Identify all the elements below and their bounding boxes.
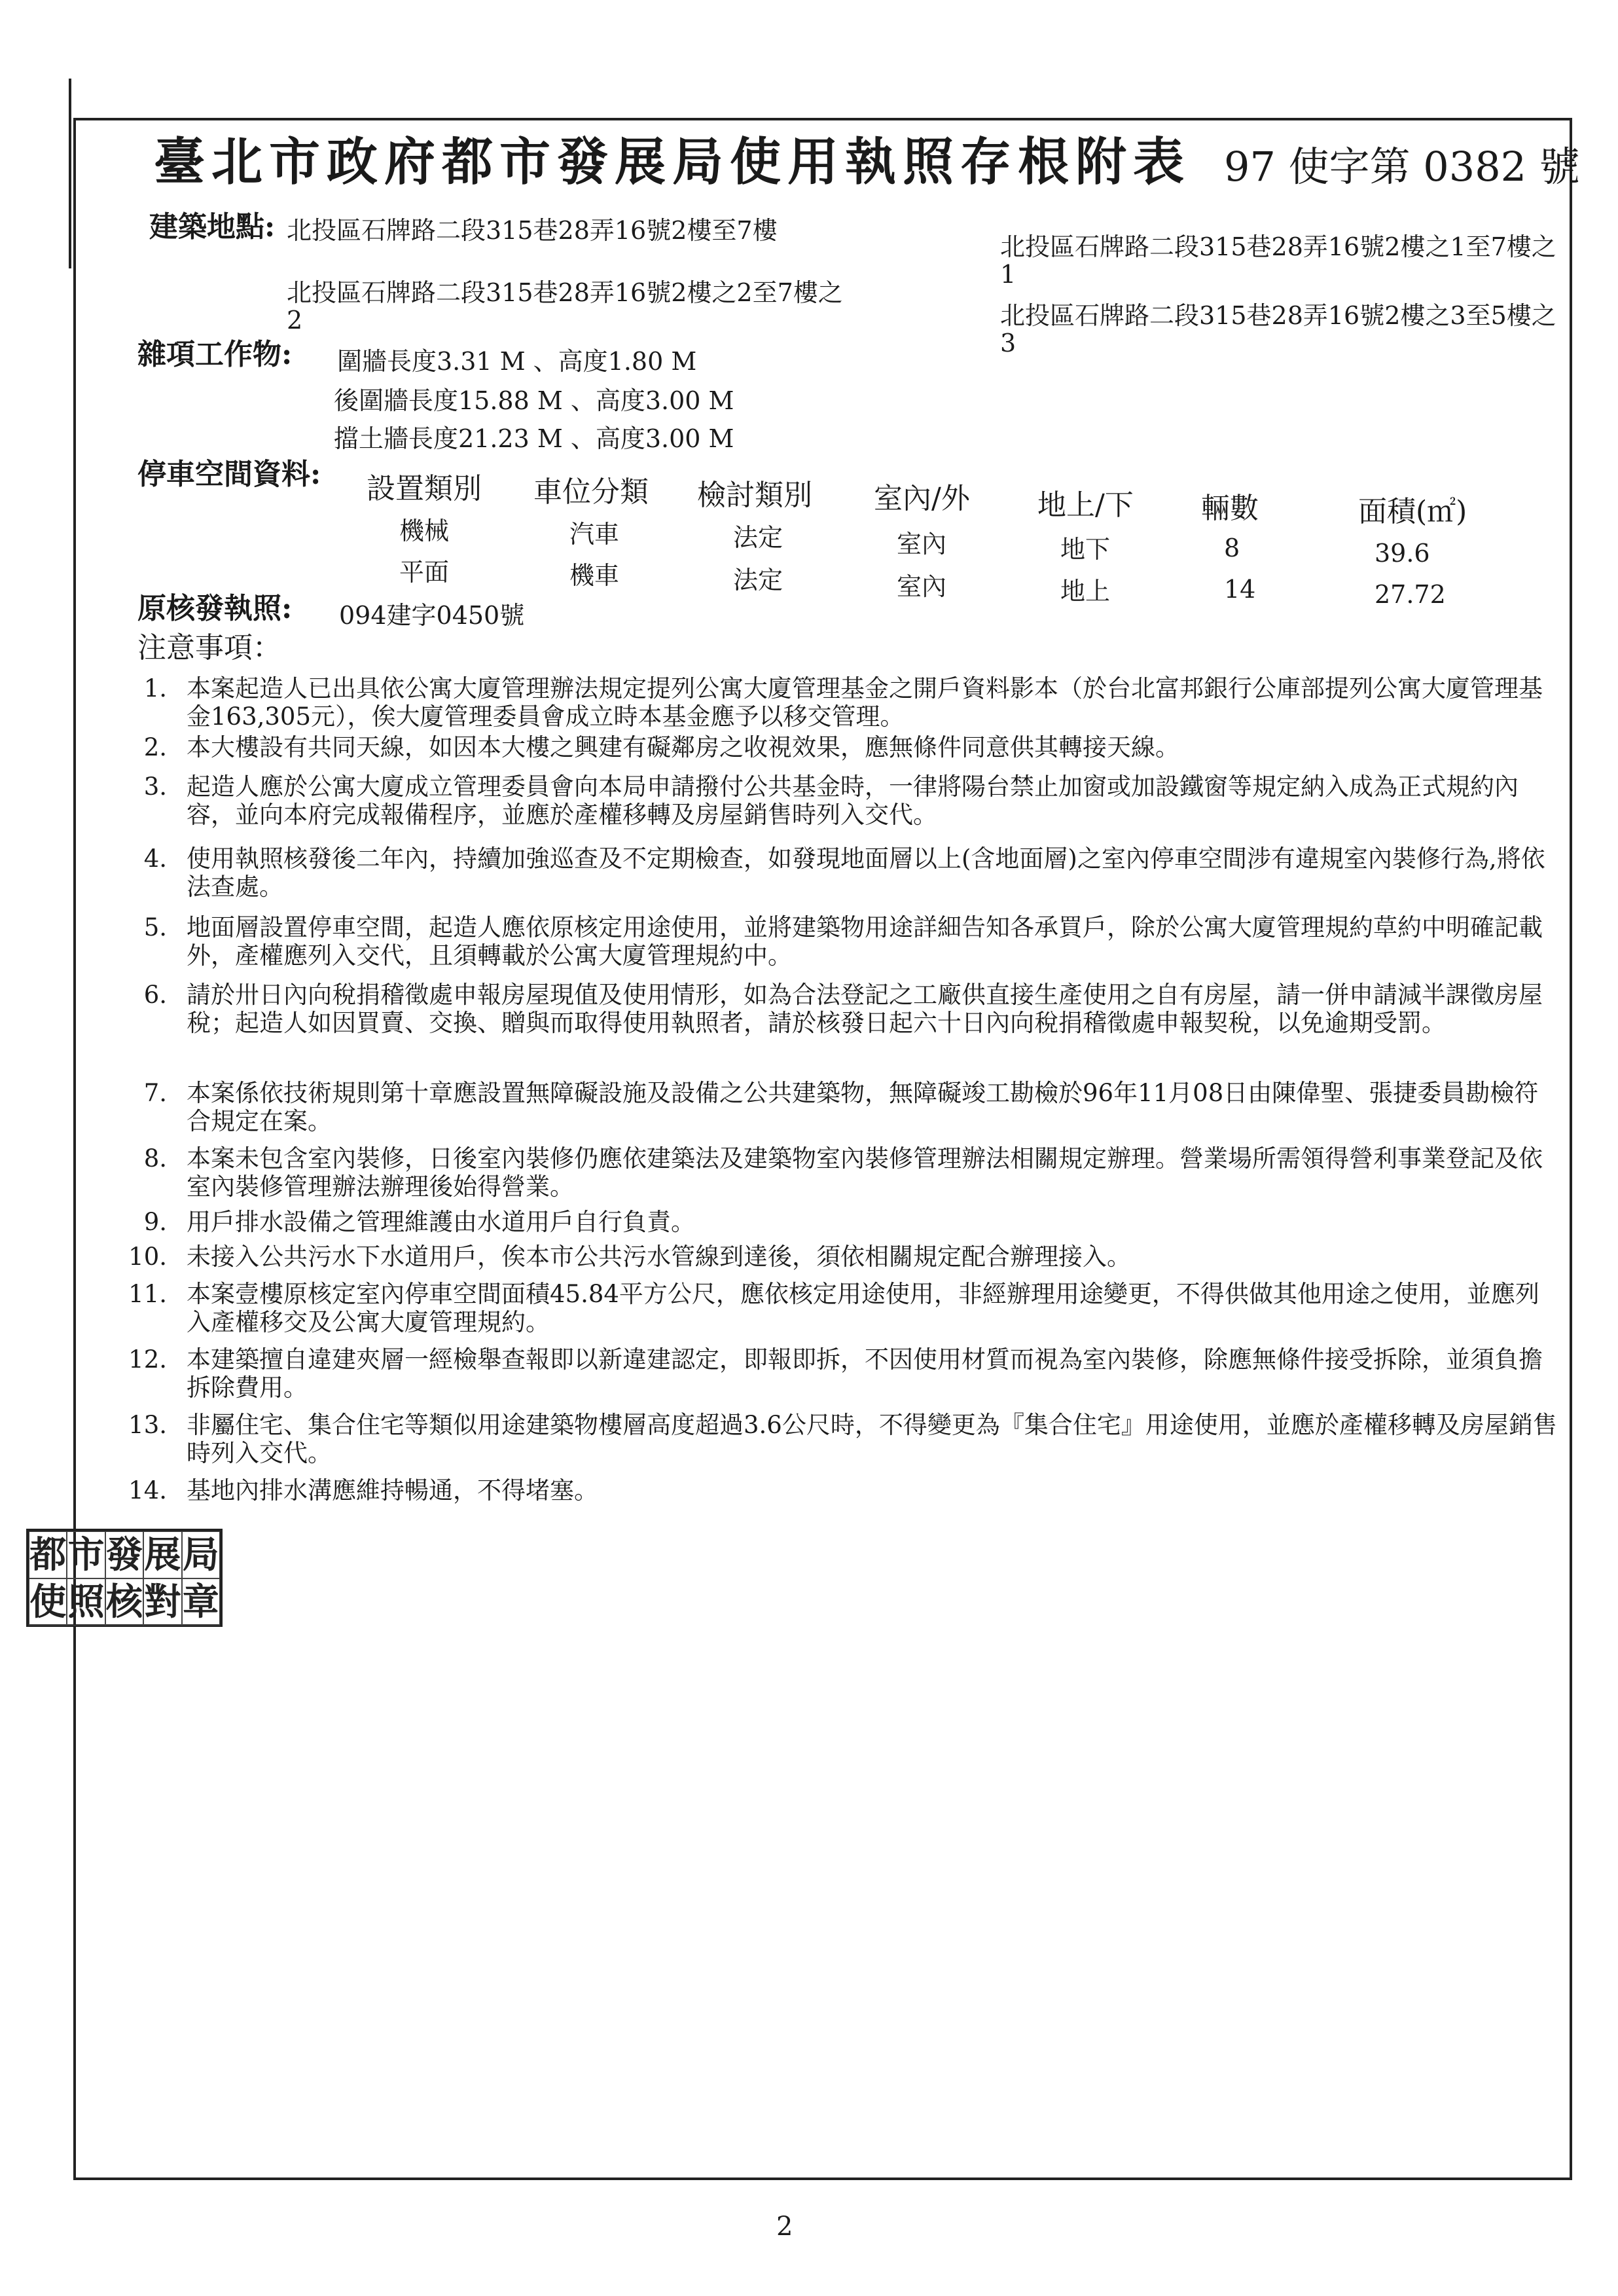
note-text: 本大樓設有共同天線，如因本大樓之興建有礙鄰房之收視效果，應無條件同意供其轉接天線。 — [187, 733, 1179, 761]
note-number: 3. — [143, 773, 167, 801]
address-2-cont: 1 — [1000, 260, 1016, 289]
note-item — [143, 1208, 1561, 1236]
address-4-cont: 3 — [1000, 329, 1016, 357]
seal-glyph: 使 — [29, 1578, 67, 1626]
note-number: 11. — [128, 1280, 167, 1308]
parking-header: 室內/外 — [874, 482, 970, 515]
note-number: 2. — [143, 733, 167, 761]
parking-cell: 機車 — [569, 561, 620, 590]
note-item — [128, 1411, 1561, 1467]
parking-header: 地上/下 — [1037, 488, 1134, 522]
parking-header: 輛數 — [1201, 492, 1259, 525]
note-item — [143, 981, 1561, 1037]
note-item — [128, 1243, 1561, 1271]
note-number: 10. — [128, 1243, 167, 1271]
parking-cell: 汽車 — [569, 520, 620, 549]
note-item — [143, 913, 1561, 970]
note-number: 8. — [143, 1144, 167, 1173]
page-title: 臺北市政府都市發展局使用執照存根附表 — [154, 132, 1191, 192]
note-item — [143, 1079, 1561, 1135]
note-number: 1. — [143, 674, 167, 702]
address-2: 北投區石牌路二段315巷28弄16號2樓之1至7樓之 — [1000, 232, 1556, 261]
parking-cell: 機械 — [399, 517, 450, 545]
note-number: 6. — [143, 981, 167, 1009]
note-item — [143, 733, 1561, 761]
note-number: 14. — [128, 1476, 167, 1504]
note-text: 用戶排水設備之管理維護由水道用戶自行負責。 — [187, 1208, 695, 1236]
parking-cell: 14 — [1224, 575, 1256, 604]
parking-cell: 地下 — [1060, 535, 1111, 564]
note-number: 5. — [143, 913, 167, 941]
note-item — [143, 845, 1561, 901]
note-text: 本案未包含室內裝修，日後室內裝修仍應依建築法及建築物室內裝修管理辦法相關規定辦理。營業場所需領得營利事業登記及依室內裝修管理辦法辦理後始得營業。 — [187, 1144, 1543, 1201]
seal-glyph: 局 — [182, 1531, 220, 1578]
note-text: 本案壹樓原核定室內停車空間面積45.84平方公尺，應依核定用途使用，非經辦理用途變更，不得供做其他用途之使用，並應列入產權移交及公寓大廈管理規約。 — [187, 1280, 1539, 1336]
address-4: 北投區石牌路二段315巷28弄16號2樓之3至5樓之 — [1000, 301, 1556, 330]
address-1: 北投區石牌路二段315巷28弄16號2樓至7樓 — [287, 216, 778, 245]
note-item — [128, 1280, 1561, 1336]
note-text: 非屬住宅、集合住宅等類似用途建築物樓層高度超過3.6公尺時，不得變更為『集合住宅』用途使用，並應於產權移轉及房屋銷售時列入交代。 — [187, 1411, 1557, 1467]
parking-label: 停車空間資料: — [137, 458, 321, 491]
note-item — [143, 1144, 1561, 1201]
parking-cell: 室內 — [897, 572, 947, 601]
note-text: 本案起造人已出具依公寓大廈管理辦法規定提列公寓大廈管理基金之開戶資料影本（於台北富邦銀行公庫部提列公寓大廈管理基金163,305元），俟大廈管理委員會成立時本基金應予以移交管理。 — [187, 674, 1543, 731]
parking-cell: 法定 — [733, 523, 783, 552]
page-number: 2 — [776, 2212, 793, 2242]
note-text: 基地內排水溝應維持暢通，不得堵塞。 — [187, 1476, 598, 1504]
original-license-label: 原核發執照: — [137, 592, 293, 625]
note-item — [143, 773, 1561, 829]
site-label: 建築地點: — [149, 210, 276, 244]
original-license-value: 094建字0450號 — [339, 601, 525, 630]
seal-glyph: 核 — [105, 1578, 143, 1626]
parking-cell: 8 — [1224, 534, 1240, 562]
seal-glyph: 照 — [67, 1578, 105, 1626]
note-number: 13. — [128, 1411, 167, 1439]
misc-label: 雜項工作物: — [137, 338, 293, 371]
margin-line — [69, 79, 71, 268]
parking-cell: 地上 — [1060, 577, 1111, 606]
note-number: 12. — [128, 1345, 167, 1374]
note-text: 本建築擅自違建夾層一經檢舉查報即以新違建認定，即報即拆，不因使用材質而視為室內裝修，除應無條件接受拆除，並須負擔拆除費用。 — [187, 1345, 1543, 1402]
parking-header: 面積(㎡) — [1358, 495, 1467, 528]
parking-cell: 平面 — [399, 558, 450, 587]
note-text: 未接入公共污水下水道用戶，俟本市公共污水管線到達後，須依相關規定配合辦理接入。 — [187, 1243, 1131, 1271]
parking-cell: 39.6 — [1375, 539, 1430, 568]
misc-item: 擋土牆長度21.23 M 、高度3.00 M — [334, 424, 734, 453]
note-item — [128, 1345, 1561, 1402]
note-text: 起造人應於公寓大廈成立管理委員會向本局申請撥付公共基金時，一律將陽台禁止加窗或加設鐵窗等規定納入成為正式規約內容，並向本府完成報備程序，並應於產權移轉及房屋銷售時列入交代。 — [187, 773, 1519, 829]
misc-item: 後圍牆長度15.88 M 、高度3.00 M — [334, 386, 734, 415]
address-3: 北投區石牌路二段315巷28弄16號2樓之2至7樓之 — [287, 278, 843, 307]
seal-glyph: 都 — [29, 1531, 67, 1578]
parking-cell: 室內 — [897, 530, 947, 558]
parking-header: 車位分類 — [533, 475, 649, 509]
parking-header: 設置類別 — [367, 472, 482, 505]
notes-label: 注意事項： — [137, 631, 281, 665]
seal-glyph: 對 — [143, 1578, 181, 1626]
permit-number: 97 使字第 0382 號 — [1224, 143, 1580, 191]
note-number: 4. — [143, 845, 167, 873]
parking-cell: 27.72 — [1375, 580, 1446, 609]
note-text: 請於卅日內向稅捐稽徵處申報房屋現值及使用情形，如為合法登記之工廠供直接生產使用之自有房屋，請一併申請減半課徵房屋稅；起造人如因買賣、交換、贈與而取得使用執照者，請於核發日起六十日內向稅捐稽徵處申報契稅，以免逾期受罰。 — [187, 981, 1543, 1037]
parking-header: 檢討類別 — [697, 479, 812, 512]
seal-glyph: 發 — [105, 1531, 143, 1578]
seal-glyph: 章 — [182, 1578, 220, 1626]
note-item — [143, 674, 1561, 731]
note-number: 7. — [143, 1079, 167, 1107]
note-text: 本案係依技術規則第十章應設置無障礙設施及設備之公共建築物，無障礙竣工勘檢於96年11月08日由陳偉聖、張捷委員勘檢符合規定在案。 — [187, 1079, 1539, 1135]
seal-glyph: 市 — [67, 1531, 105, 1578]
official-seal — [26, 1529, 223, 1627]
parking-cell: 法定 — [733, 566, 783, 594]
note-item — [128, 1476, 1561, 1504]
misc-item: 圍牆長度3.31 M 、高度1.80 M — [337, 347, 697, 376]
note-number: 9. — [143, 1208, 167, 1236]
seal-glyph: 展 — [143, 1531, 181, 1578]
note-text: 地面層設置停車空間，起造人應依原核定用途使用，並將建築物用途詳細告知各承買戶，除於公寓大廈管理規約草約中明確記載外，產權應列入交代，且須轉載於公寓大廈管理規約中。 — [187, 913, 1543, 970]
address-3-cont: 2 — [287, 306, 303, 335]
note-text: 使用執照核發後二年內，持續加強巡查及不定期檢查，如發現地面層以上(含地面層)之室內停車空間涉有違規室內裝修行為,將依法查處。 — [187, 845, 1545, 901]
